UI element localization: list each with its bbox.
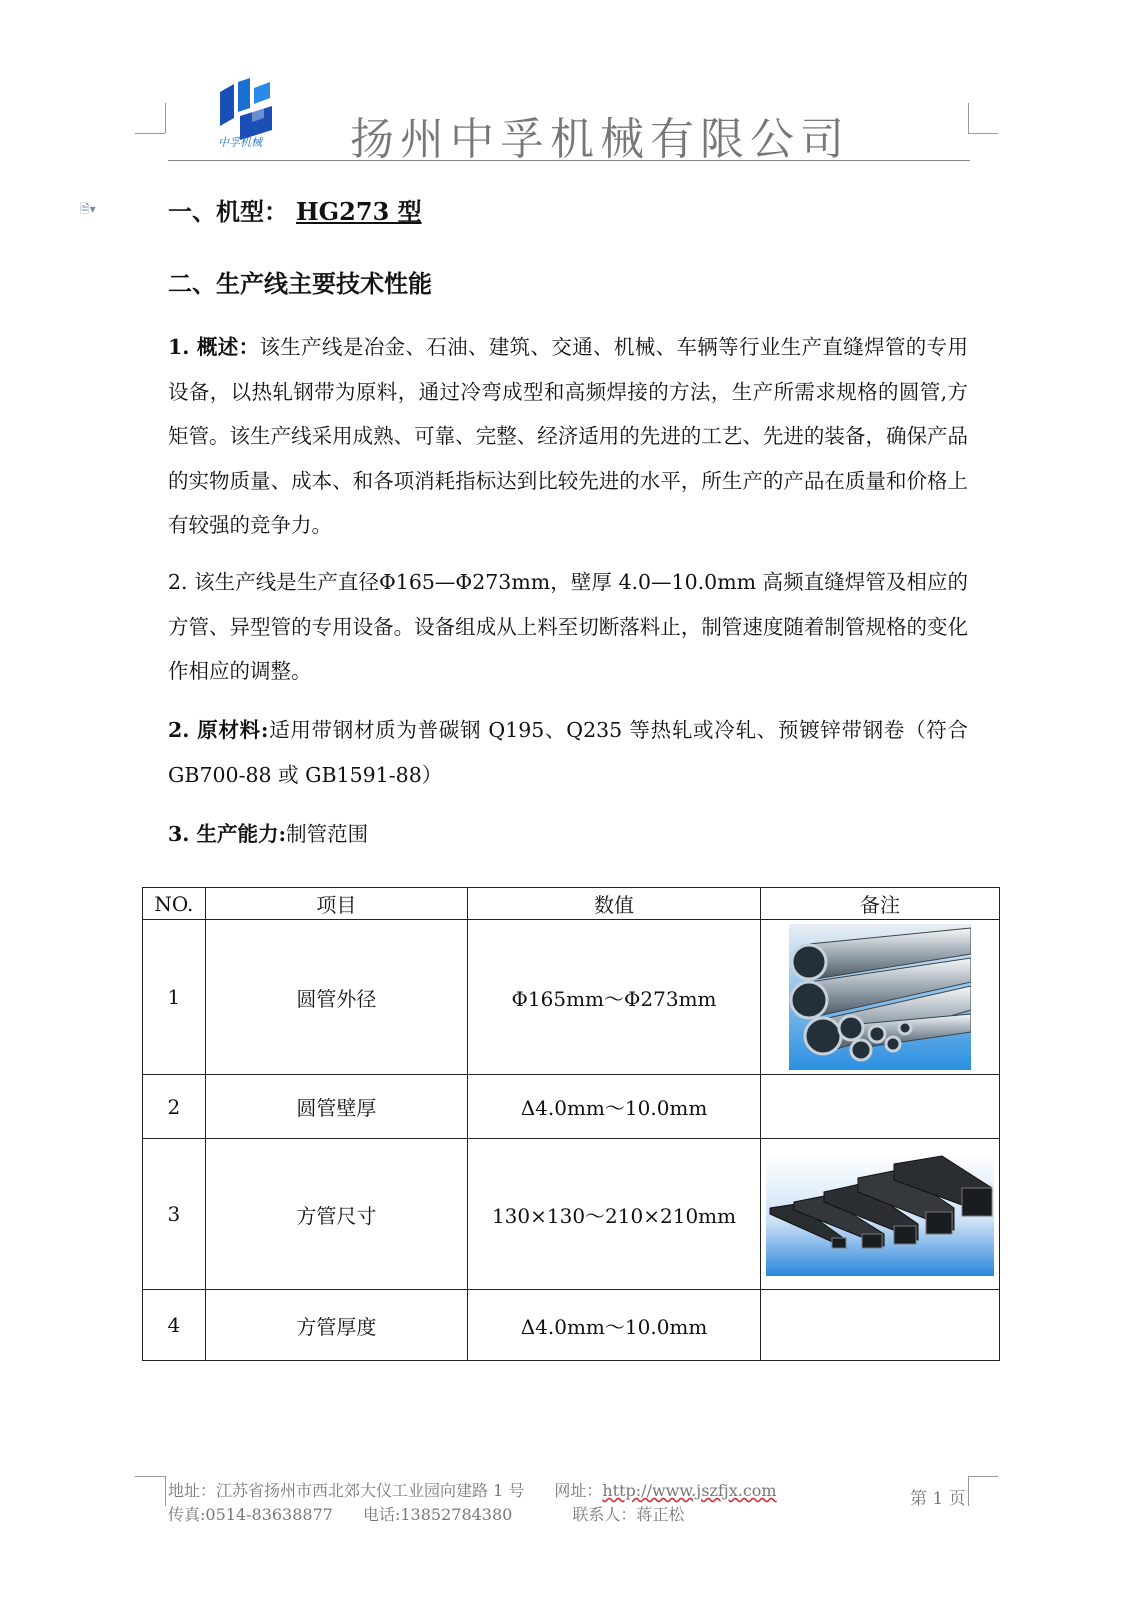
row-item: 方管尺寸 bbox=[205, 1139, 467, 1290]
header-value: 数值 bbox=[467, 888, 760, 920]
crop-mark-top-left-h bbox=[135, 133, 165, 134]
footer-contact: 联系人：蒋正松 bbox=[572, 1505, 685, 1524]
model-label: 一、机型： bbox=[168, 197, 288, 226]
row-note bbox=[761, 1075, 1000, 1139]
crop-mark-bottom-left-h bbox=[135, 1476, 165, 1477]
crop-mark-top-right-v bbox=[968, 103, 969, 133]
logo-text: 中孚机械 bbox=[218, 136, 262, 149]
header-no: NO. bbox=[143, 888, 206, 920]
material-label: 2. 原材料: bbox=[168, 718, 269, 742]
row-value: Φ165mm～Φ273mm bbox=[467, 920, 760, 1075]
capacity-text: 制管范围 bbox=[286, 822, 369, 846]
row-value: Δ4.0mm～10.0mm bbox=[467, 1075, 760, 1139]
overview-paragraph bbox=[168, 325, 968, 548]
row-no: 3 bbox=[143, 1139, 206, 1290]
material-paragraph bbox=[168, 708, 968, 797]
row-value: Δ4.0mm～10.0mm bbox=[467, 1290, 760, 1361]
capacity-label: 3. 生产能力: bbox=[168, 822, 287, 846]
row-value: 130×130～210×210mm bbox=[467, 1139, 760, 1290]
header-divider bbox=[168, 160, 970, 161]
row-no: 1 bbox=[143, 920, 206, 1075]
table-row bbox=[143, 920, 1000, 1075]
footer-line-1 bbox=[168, 1478, 777, 1501]
square-pipes-image bbox=[766, 1152, 994, 1276]
footer-website-label: 网址： bbox=[554, 1481, 603, 1500]
company-name: 扬州中孚机械有限公司 bbox=[350, 114, 850, 165]
table-header-row bbox=[143, 888, 1000, 920]
footer-phone: 电话:13852784380 bbox=[362, 1505, 513, 1524]
crop-mark-top-left-v bbox=[165, 103, 166, 133]
performance-heading: 二、生产线主要技术性能 bbox=[168, 269, 432, 298]
material-text: 适用带钢材质为普碳钢 Q195、Q235 等热轧或冷轧、预镀锌带钢卷（符合 GB700-88 或 GB1591-88） bbox=[168, 718, 969, 787]
crop-mark-bottom-right-v bbox=[968, 1476, 969, 1506]
table-row bbox=[143, 1139, 1000, 1290]
row-note bbox=[761, 1139, 1000, 1290]
page-number: 第 1 页 bbox=[910, 1489, 966, 1509]
row-item: 圆管壁厚 bbox=[205, 1075, 467, 1139]
table-row bbox=[143, 1290, 1000, 1361]
row-item: 圆管外径 bbox=[205, 920, 467, 1075]
footer-address: 地址：江苏省扬州市西北郊大仪工业园向建路 1 号 bbox=[168, 1481, 525, 1500]
model-heading bbox=[168, 192, 422, 227]
row-no: 4 bbox=[143, 1290, 206, 1361]
crop-mark-top-right-h bbox=[968, 133, 998, 134]
crop-mark-bottom-left-v bbox=[165, 1476, 166, 1506]
row-note bbox=[761, 1290, 1000, 1361]
spec-table bbox=[142, 887, 1000, 1361]
row-note bbox=[761, 920, 1000, 1075]
overview-label: 1. 概述： bbox=[168, 335, 260, 359]
footer-line-2 bbox=[168, 1502, 684, 1525]
table-row bbox=[143, 1075, 1000, 1139]
footer-website-link[interactable]: http://www.jszfjx.com bbox=[602, 1481, 777, 1500]
overview-text: 该生产线是冶金、石油、建筑、交通、机械、车辆等行业生产直缝焊管的专用设备，以热轧钢带为原料，通过冷弯成型和高频焊接的方法，生产所需求规格的圆管,方矩管。该生产线采用成熟、可靠、完整、经济适用的先进的工艺、先进的装备，确保产品的实物质量、成本、和各项消耗指标达到比较先进的水平，所生产的产品在质量和价格上有较强的竞争力。 bbox=[168, 335, 969, 537]
spec-paragraph: 2. 该生产线是生产直径Φ165—Φ273mm，壁厚 4.0—10.0mm 高频直缝焊管及相应的方管、异型管的专用设备。设备组成从上料至切断落料止，制管速度随着制管规格的变化作相应的调整。 bbox=[168, 570, 968, 683]
document-icon[interactable]: 🗎▾ bbox=[80, 202, 96, 216]
round-pipes-image bbox=[789, 924, 971, 1070]
footer-fax: 传真:0514-83638877 bbox=[168, 1505, 333, 1524]
header-note: 备注 bbox=[761, 888, 1000, 920]
row-no: 2 bbox=[143, 1075, 206, 1139]
header-item: 项目 bbox=[205, 888, 467, 920]
model-value: HG273 型 bbox=[296, 197, 422, 226]
row-item: 方管厚度 bbox=[205, 1290, 467, 1361]
crop-mark-bottom-right-h bbox=[968, 1476, 998, 1477]
capacity-paragraph bbox=[168, 812, 968, 857]
